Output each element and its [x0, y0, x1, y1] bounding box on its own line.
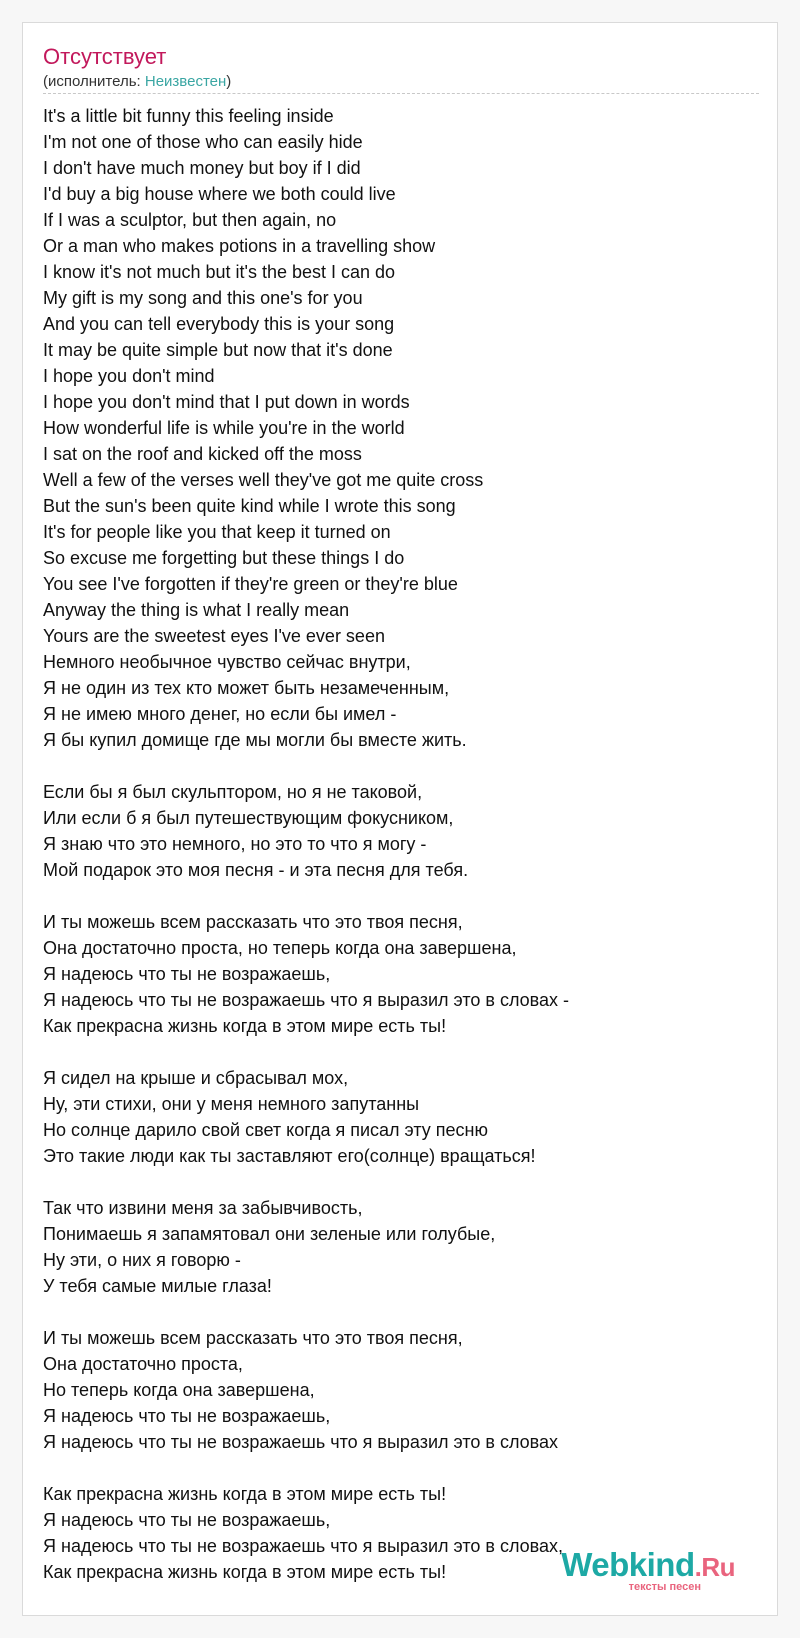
logo-tagline: тексты песен	[628, 1581, 701, 1593]
artist-suffix: )	[226, 73, 232, 90]
stanza-gap	[43, 883, 759, 909]
lyric-line: You see I've forgotten if they're green or they're blue	[43, 574, 458, 594]
stanza-gap	[43, 1039, 759, 1065]
stanza-gap	[43, 1169, 759, 1195]
lyric-line: Или если б я был путешествующим фокусником,	[43, 808, 454, 828]
lyric-line: Я надеюсь что ты не возражаешь,	[43, 1406, 331, 1426]
lyrics-body	[43, 103, 759, 1585]
lyric-line: Я надеюсь что ты не возражаешь,	[43, 1510, 331, 1530]
lyric-line: But the sun's been quite kind while I wrote this song	[43, 496, 456, 516]
lyric-line: И ты можешь всем рассказать что это твоя песня,	[43, 1328, 463, 1348]
lyric-line: It may be quite simple but now that it's done	[43, 340, 393, 360]
lyric-line: Я надеюсь что ты не возражаешь что я выразил это в словах	[43, 1432, 559, 1452]
lyrics-card	[22, 22, 778, 1616]
lyric-line: Но солнце дарило свой свет когда я писал эту песню	[43, 1120, 488, 1140]
lyric-line: Как прекрасна жизнь когда в этом мире есть ты!	[43, 1484, 447, 1504]
lyric-line: How wonderful life is while you're in the world	[43, 418, 405, 438]
lyric-line: Я надеюсь что ты не возражаешь что я выразил это в словах,	[43, 1536, 564, 1556]
lyric-line: Я бы купил домище где мы могли бы вместе жить.	[43, 730, 467, 750]
lyric-line: Я сидел на крыше и сбрасывал мох,	[43, 1068, 349, 1088]
lyric-line: Как прекрасна жизнь когда в этом мире есть ты!	[43, 1562, 447, 1582]
lyric-line: Она достаточно проста,	[43, 1354, 243, 1374]
lyric-line: И ты можешь всем рассказать что это твоя песня,	[43, 912, 463, 932]
lyric-line: Well a few of the verses well they've got me quite cross	[43, 470, 484, 490]
lyric-line: Я надеюсь что ты не возражаешь что я выразил это в словах -	[43, 990, 570, 1010]
lyric-line: Or a man who makes potions in a travelling show	[43, 236, 436, 256]
lyric-line: Так что извини меня за забывчивость,	[43, 1198, 363, 1218]
lyric-line: It's for people like you that keep it turned on	[43, 522, 391, 542]
logo-suffix: .Ru	[694, 1552, 735, 1582]
lyric-line: It's a little bit funny this feeling inside	[43, 106, 334, 126]
lyric-line: I don't have much money but boy if I did	[43, 158, 361, 178]
lyric-line: Ну, эти стихи, они у меня немного запутанны	[43, 1094, 420, 1114]
artist-prefix: (исполнитель:	[43, 73, 145, 90]
lyric-line: Я надеюсь что ты не возражаешь,	[43, 964, 331, 984]
lyric-line: I'm not one of those who can easily hide	[43, 132, 363, 152]
lyric-line: Если бы я был скульптором, но я не таковой,	[43, 782, 423, 802]
logo-wordmark	[561, 1548, 735, 1584]
lyric-line: And you can tell everybody this is your song	[43, 314, 395, 334]
lyric-line: Я знаю что это немного, но это то что я могу -	[43, 834, 427, 854]
stanza-gap	[43, 753, 759, 779]
webkind-logo	[561, 1548, 735, 1593]
lyric-line: У тебя самые милые глаза!	[43, 1276, 272, 1296]
artist-line	[43, 73, 231, 91]
header-divider	[43, 93, 759, 94]
lyric-line: I know it's not much but it's the best I can do	[43, 262, 396, 282]
logo-brand: Webkind	[561, 1546, 695, 1583]
lyric-line: Ну эти, о них я говорю -	[43, 1250, 241, 1270]
lyric-line: Немного необычное чувство сейчас внутри,	[43, 652, 411, 672]
lyric-line: Понимаешь я запамятовал они зеленые или голубые,	[43, 1224, 496, 1244]
lyric-line: I'd buy a big house where we both could live	[43, 184, 396, 204]
lyric-line: Yours are the sweetest eyes I've ever seen	[43, 626, 385, 646]
lyric-line: If I was a sculptor, but then again, no	[43, 210, 337, 230]
lyric-line: Как прекрасна жизнь когда в этом мире есть ты!	[43, 1016, 447, 1036]
lyric-line: Но теперь когда она завершена,	[43, 1380, 315, 1400]
lyric-line: I sat on the roof and kicked off the moss	[43, 444, 362, 464]
lyric-line: Это такие люди как ты заставляют его(солнце) вращаться!	[43, 1146, 536, 1166]
lyric-line: Я не имею много денег, но если бы имел -	[43, 704, 397, 724]
stanza-gap	[43, 1455, 759, 1481]
lyric-line: So excuse me forgetting but these things I do	[43, 548, 405, 568]
lyric-line: Мой подарок это моя песня - и эта песня для тебя.	[43, 860, 469, 880]
lyric-line: Anyway the thing is what I really mean	[43, 600, 350, 620]
lyric-line: Она достаточно проста, но теперь когда она завершена,	[43, 938, 517, 958]
lyric-line: My gift is my song and this one's for you	[43, 288, 363, 308]
artist-link[interactable]: Неизвестен	[144, 73, 227, 90]
stanza-gap	[43, 1299, 759, 1325]
lyric-line: Я не один из тех кто может быть незамеченным,	[43, 678, 450, 698]
lyric-line: I hope you don't mind that I put down in words	[43, 392, 410, 412]
lyric-line: I hope you don't mind	[43, 366, 215, 386]
song-title: Отсутствует	[43, 44, 167, 69]
